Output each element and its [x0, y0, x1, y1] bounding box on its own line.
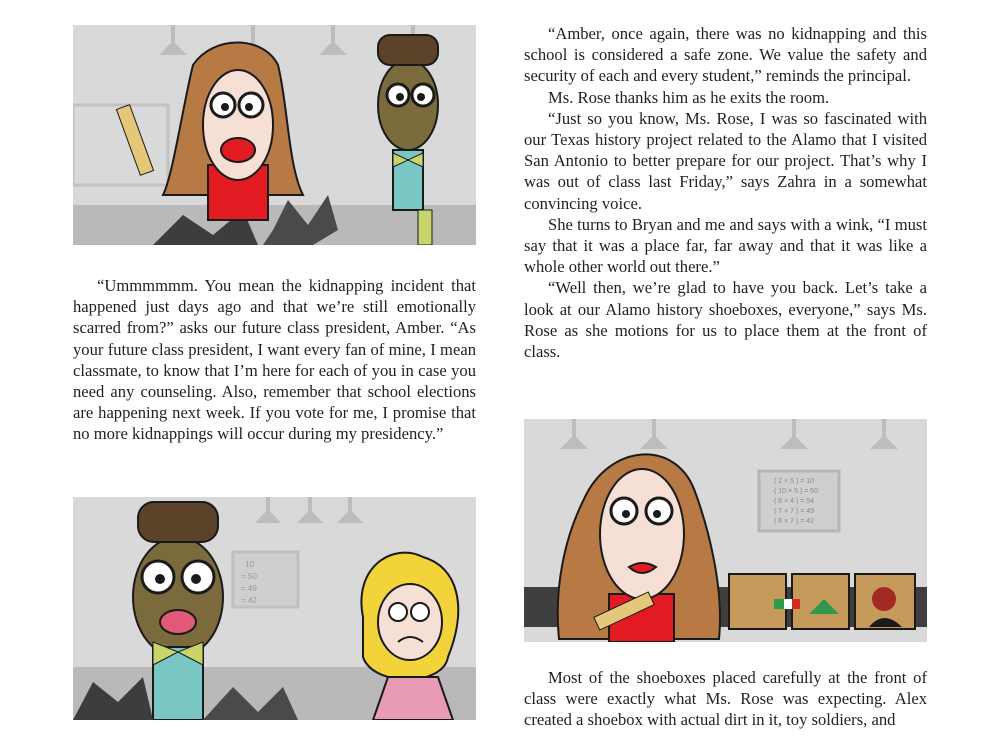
left-column-text — [73, 275, 476, 445]
paragraph: Most of the shoeboxes placed carefully at the front of class were exactly what Ms. Rose was expecting. Alex created a shoebox with actual dirt in it, toy soldiers, and — [524, 668, 927, 730]
illustration-amber-and-bryan — [73, 25, 476, 245]
board-equation: = 42 — [241, 596, 257, 605]
board-equation: ( 7 × 7 ) = 49 — [774, 508, 815, 515]
paragraph: Ms. Rose thanks him as he exits the room. — [548, 87, 830, 107]
board-equation: ( 6 × 4 ) = 54 — [774, 498, 815, 505]
board-equation: = 50 — [241, 572, 257, 581]
paragraph: “Well then, we’re glad to have you back. Let’s take a look at our Alamo history shoeboxes, everyone,” says Ms. Rose as she motions for us to place them at the front of class. — [524, 278, 927, 362]
paragraph: “Just so you know, Ms. Rose, I was so fascinated with our Texas history project related to the Alamo that I visited San Antonio to better prepare for our project. That’s why I was out of class last Friday,” says Zahra in a somewhat convincing voice. — [524, 108, 927, 213]
paragraph: “Ummmmmm. You mean the kidnapping incident that happened just days ago and that we’re still emotionally scarred from?” asks our future class president, Amber. “As your future class president, I want every fan of mine, I mean classmate, to know that I’m here for each of you in case you need any counseling. Also, remember that school elections are happening next week. If you vote for me, I promise that no more kidnappings will occur during my presidency.” — [73, 276, 476, 444]
board-equation: ( 10 × 5 ) = 50 — [774, 488, 818, 495]
board-equation: ( 2 × 5 ) = 10 — [774, 478, 815, 485]
board-equation: = 49 — [241, 584, 257, 593]
board-equation: ( 6 × 7 ) = 42 — [774, 518, 815, 525]
illustration-ms-rose-shoeboxes — [524, 419, 927, 642]
right-column-text — [524, 23, 927, 362]
board-equation: 10 — [245, 560, 254, 569]
right-column-bottom-text — [524, 667, 927, 731]
paragraph: She turns to Bryan and me and says with a wink, “I must say that it was a place far, far away and that it was like a whole other world out there.” — [524, 214, 927, 277]
illustration-bryan-and-zahra — [73, 497, 476, 720]
paragraph: “Amber, once again, there was no kidnapping and this school is considered a safe zone. We value the safety and security of each and every student,” reminds the principal. — [524, 24, 927, 86]
